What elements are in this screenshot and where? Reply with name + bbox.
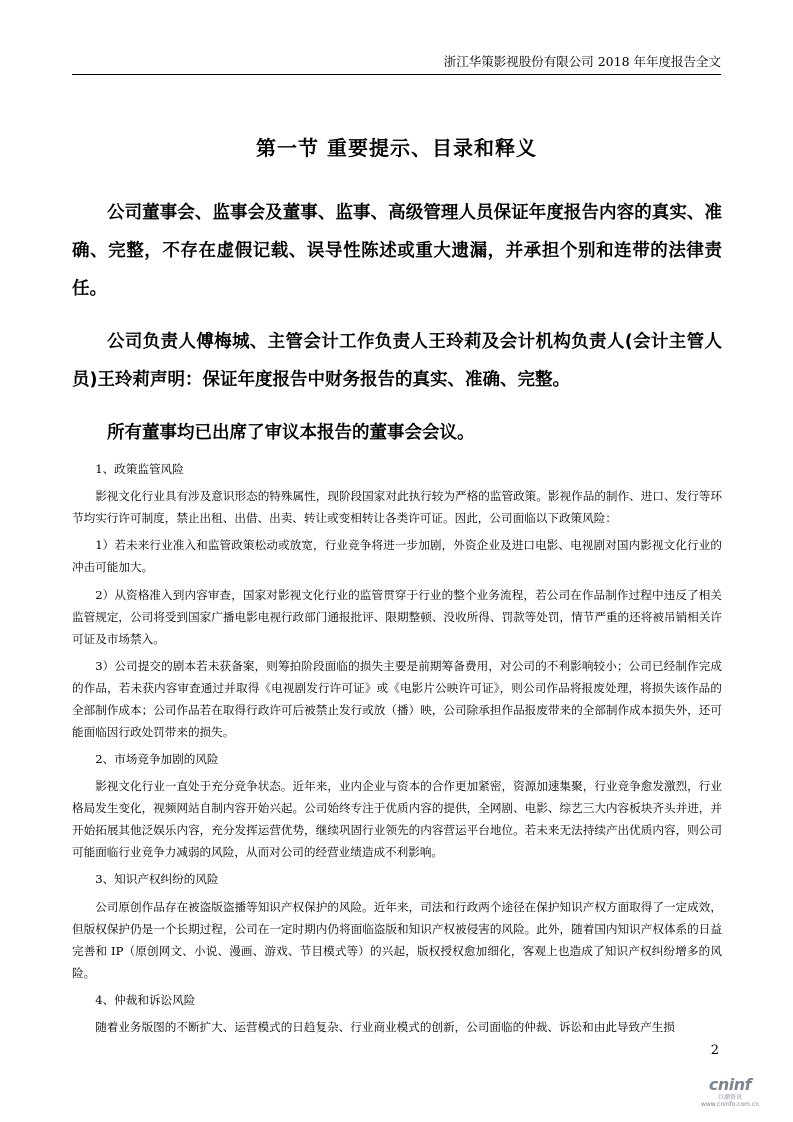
cninfo-watermark	[695, 1075, 765, 1109]
page-header: 浙江华策影视股份有限公司 2018 年年度报告全文	[72, 52, 721, 75]
watermark-brand-cn: 巨潮资讯	[717, 1094, 742, 1101]
page-number: 2	[710, 1043, 719, 1058]
risk-heading-ip: 3、知识产权纠纷的风险	[95, 872, 219, 887]
section-title: 第一节 重要提示、目录和释义	[256, 136, 537, 160]
paragraph: 公司原创作品存在被盗版盗播等知识产权保护的风险。近年来，司法和行政两个途径在保护知识产权方面取得了一定成效，但版权保护仍是一个长期过程，公司在一定时期内仍将面临盗版和知识产权被侵害的风险。此外，随着国内知识产权体系的日益完善和 IP（原创网文、小说、漫画、游戏、节目模式等）的兴起，版权授权愈加细化，客观上也造成了知识产权纠纷增多的风险。	[72, 899, 722, 980]
watermark-url: www.cninfo.com.cn	[700, 1101, 760, 1108]
statement-attendance: 所有董事均已出席了审议本报告的董事会会议。	[107, 423, 475, 443]
risk-heading-policy: 1、政策监管风险	[95, 462, 184, 476]
watermark-brand: cninf	[708, 1075, 752, 1094]
risk-section	[72, 458, 722, 1043]
paragraph: 随着业务版图的不断扩大、运营模式的日趋复杂、行业商业模式的创新，公司面临的仲裁、诉讼和由此导致产生损	[95, 1019, 675, 1034]
paragraph: 1）若未来行业准入和监管政策松动或放宽，行业竞争将进一步加剧，外资企业及进口电影、电视剧对国内影视文化行业的冲击可能加大。	[72, 538, 722, 575]
statement-financial: 公司负责人傅梅城、主管会计工作负责人王玲莉及会计机构负责人(会计主管人员)王玲莉声明：保证年度报告中财务报告的真实、准确、完整。	[72, 332, 722, 390]
paragraph: 影视文化行业一直处于充分竞争状态。近年来，业内企业与资本的合作更加紧密，资源加速集聚，行业竞争愈发激烈，行业格局发生变化，视频网站自制内容开始兴起。公司始终专注于优质内容的提供，全网剧、电影、综艺三大内容板块齐头并进，并开始拓展其他泛娱乐内容，充分发挥运营优势，继续巩固行业领先的内容营运平台地位。若未来无法持续产出优质内容，则公司可能面临行业竞争力减弱的风险，从而对公司的经营业绩造成不利影响。	[72, 779, 722, 860]
risk-heading-competition: 2、市场竞争加剧的风险	[95, 751, 219, 766]
paragraph: 3）公司提交的剧本若未获备案，则筹拍阶段面临的损失主要是前期筹备费用，对公司的不利影响较小；公司已经制作完成的作品，若未获内容审查通过并取得《电视剧发行许可证》或《电影片公映许可证》，则公司作品将报废处理，将损失该作品的全部制作成本；公司作品若在取得行政许可后被禁止发行或放（播）映，公司除承担作品报废带来的全部制作成本损失外，还可能面临因行政处罚带来的损失。	[72, 658, 722, 739]
statement-responsibility: 公司董事会、监事会及董事、监事、高级管理人员保证年度报告内容的真实、准确、完整，不存在虚假记载、误导性陈述或重大遗漏，并承担个别和连带的法律责任。	[72, 203, 722, 299]
paragraph: 影视文化行业具有涉及意识形态的特殊属性，现阶段国家对此执行较为严格的监管政策。影视作品的制作、进口、发行等环节均实行许可制度，禁止出租、出借、出卖、转让或变相转让各类许可证。因此，公司面临以下政策风险：	[72, 489, 722, 526]
risk-heading-litigation: 4、仲裁和诉讼风险	[95, 992, 196, 1007]
paragraph: 2）从资格准入到内容审查，国家对影视文化行业的监管贯穿于行业的整个业务流程，若公司在作品制作过程中违反了相关监管规定，公司将受到国家广播电影电视行政部门通报批评、限期整顿、没收所得、罚款等处罚，情节严重的还将被吊销相关许可证及市场禁入。	[72, 587, 722, 646]
